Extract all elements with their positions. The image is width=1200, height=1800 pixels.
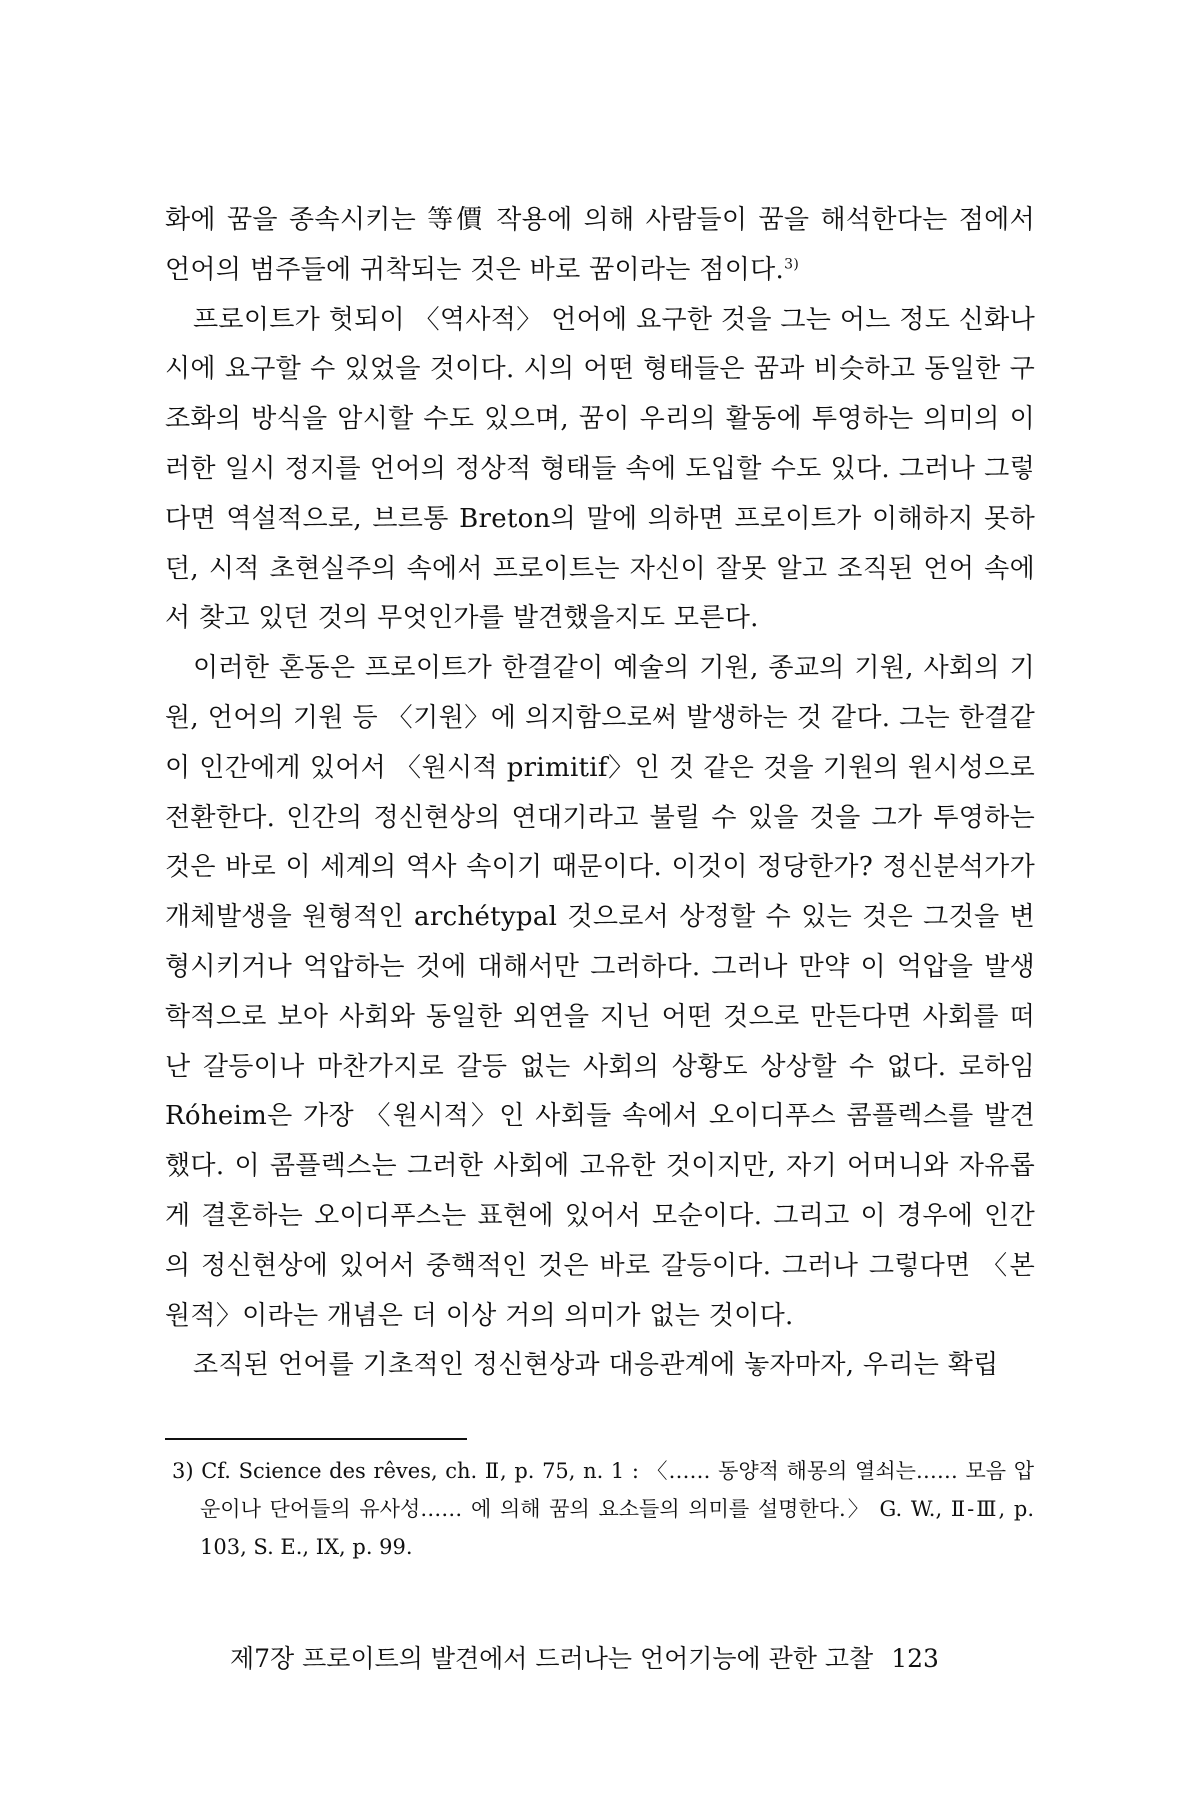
footnote (172, 1452, 1034, 1566)
footnote-divider (165, 1438, 467, 1440)
paragraph-2: 프로이트가 헛되이 〈역사적〉 언어에 요구한 것을 그는 어느 정도 신화나 시에 요구할 수 있었을 것이다. 시의 어떤 형태들은 꿈과 비슷하고 동일한 구조화의 방식을 암시할 수도 있으며, 꿈이 우리의 활동에 투영하는 의미의 이러한 일시 정지를 언어의 정상적 형태들 속에 도입할 수도 있다. 그러나 그렇다면 역설적으로, 브르통 Breton의 말에 의하면 프로이트가 이해하지 못하던, 시적 초현실주의 속에서 프로이트는 자신이 잘못 알고 조직된 언어 속에서 찾고 있던 것의 무엇인가를 발견했을지도 모른다. (165, 304, 1035, 634)
body-text (165, 196, 1035, 1391)
paragraph-1: 화에 꿈을 종속시키는 等價 작용에 의해 사람들이 꿈을 해석한다는 점에서 언어의 범주들에 귀착되는 것은 바로 꿈이라는 점이다.$^{3)}$ (165, 205, 1035, 285)
footnote-text: Cf. Science des rêves, ch. Ⅱ, p. 75, n. 1 : 〈…… 동양적 해몽의 열쇠는…… 모음 압운이나 단어들의 유사성…… 에 의해 꿈의 요소들의 의미를 설명한다.〉 G. W., Ⅱ-Ⅲ, p. 103, S. E., IX, p. 99. (200, 1459, 1034, 1559)
running-footer (230, 1642, 1030, 1676)
paragraph-3: 이러한 혼동은 프로이트가 한결같이 예술의 기원, 종교의 기원, 사회의 기원, 언어의 기원 등 〈기원〉에 의지함으로써 발생하는 것 같다. 그는 한결같이 인간에게 있어서 〈원시적 primitif〉인 것 같은 것을 기원의 원시성으로 전환한다. 인간의 정신현상의 연대기라고 불릴 수 있을 것을 그가 투영하는 것은 바로 이 세계의 역사 속이기 때문이다. 이것이 정당한가? 정신분석가가 개체발생을 원형적인 archétypal 것으로서 상정할 수 있는 것은 그것을 변형시키거나 억압하는 것에 대해서만 그러하다. 그러나 만약 이 억압을 발생학적으로 보아 사회와 동일한 외연을 지닌 어떤 것으로 만든다면 사회를 떠난 갈등이나 마찬가지로 갈등 없는 사회의 상황도 상상할 수 없다. 로하임 Róheim은 가장 〈원시적〉인 사회들 속에서 오이디푸스 콤플렉스를 발견했다. 이 콤플렉스는 그러한 사회에 고유한 것이지만, 자기 어머니와 자유롭게 결혼하는 오이디푸스는 표현에 있어서 모순이다. 그리고 이 경우에 인간의 정신현상에 있어서 중핵적인 것은 바로 갈등이다. 그러나 그렇다면 〈본원적〉이라는 개념은 더 이상 거의 의미가 없는 것이다. (165, 653, 1035, 1331)
page-number: 123 (891, 1644, 939, 1673)
paragraph-4: 조직된 언어를 기초적인 정신현상과 대응관계에 놓자마자, 우리는 확립 (193, 1350, 999, 1381)
footnote-number: 3) (172, 1459, 194, 1483)
footnote-reference: 3) (784, 256, 800, 273)
chapter-title: 제7장 프로이트의 발견에서 드러나는 언어기능에 관한 고찰 (230, 1644, 874, 1673)
